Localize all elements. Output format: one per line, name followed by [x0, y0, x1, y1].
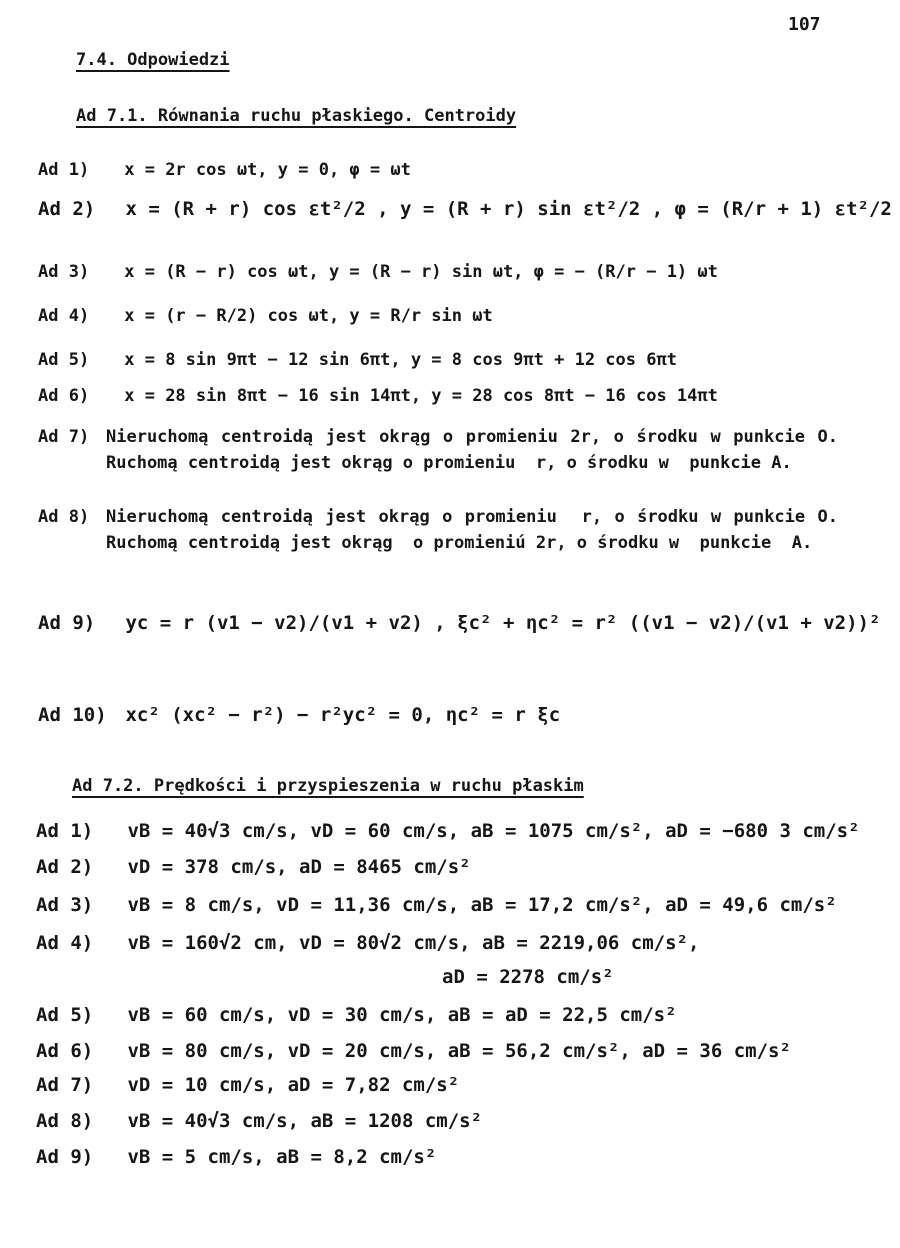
- answer-label: Ad 10): [38, 704, 107, 726]
- answer-formula: x = 8 sin 9πt − 12 sin 6πt, y = 8 cos 9πt + 12 cos 6πt: [124, 350, 677, 370]
- page-number: 107: [788, 14, 821, 35]
- answer-1-3: [38, 262, 718, 282]
- answer-label: Ad 6): [36, 1040, 94, 1062]
- answer-formula: vD = 10 cm/s, aD = 7,82 cm/s²: [127, 1074, 460, 1096]
- answer-2-2: [36, 856, 471, 878]
- answer-label: Ad 9): [36, 1146, 94, 1168]
- answer-label: Ad 7): [38, 427, 90, 447]
- answer-text: Nieruchomą centroidą jest okrąg o promieniu r, o środku w punkcie O. Ruchomą centroidą jest okrąg o promieniú 2r, o środku w punkcie A.: [106, 507, 849, 553]
- answer-formula: vB = 60 cm/s, vD = 30 cm/s, aB = aD = 22,5 cm/s²: [127, 1004, 677, 1026]
- answer-label: Ad 7): [36, 1074, 94, 1096]
- answer-text: Nieruchomą centroidą jest okrąg o promieniu 2r, o środku w punkcie O. Ruchomą centroidą jest okrąg o promieniu r, o środku w punkcie A.: [106, 427, 849, 473]
- answer-formula: xc² (xc² − r²) − r²yc² = 0, ηc² = r ξc: [125, 704, 561, 726]
- answer-formula: vB = 40√3 cm/s, aB = 1208 cm/s²: [127, 1110, 483, 1132]
- answer-2-7: [36, 1074, 459, 1096]
- answer-1-4: [38, 306, 493, 326]
- answer-formula: vB = 40√3 cm/s, vD = 60 cm/s, aB = 1075 cm/s², aD = −680 3 cm/s²: [127, 820, 860, 842]
- answer-2-9: [36, 1146, 436, 1168]
- answer-formula: x = (R − r) cos ωt, y = (R − r) sin ωt, φ = − (R/r − 1) ωt: [124, 262, 718, 282]
- answer-label: Ad 1): [38, 160, 90, 180]
- answer-1-8: [38, 504, 849, 556]
- answer-formula: x = (r − R/2) cos ωt, y = R/r sin ωt: [124, 306, 493, 326]
- answer-formula: vB = 8 cm/s, vD = 11,36 cm/s, aB = 17,2 cm/s², aD = 49,6 cm/s²: [127, 894, 837, 916]
- answer-1-7: [38, 424, 849, 476]
- answer-1-10: [38, 704, 560, 726]
- answer-label: Ad 5): [36, 1004, 94, 1026]
- answer-2-5: [36, 1004, 677, 1026]
- answer-2-1: [36, 820, 860, 842]
- answer-formula: yc = r (v1 − v2)/(v1 + v2) , ξc² + ηc² = r² ((v1 − v2)/(v1 + v2))²: [125, 612, 881, 634]
- answer-formula: x = 28 sin 8πt − 16 sin 14πt, y = 28 cos 8πt − 16 cos 14πt: [124, 386, 718, 406]
- answer-1-2: [38, 198, 892, 220]
- answer-label: Ad 9): [38, 612, 96, 634]
- answer-label: Ad 8): [36, 1110, 94, 1132]
- answer-label: Ad 4): [38, 306, 90, 326]
- answer-label: Ad 6): [38, 386, 90, 406]
- answer-formula: vB = 160√2 cm, vD = 80√2 cm/s, aB = 2219,06 cm/s²,: [127, 932, 700, 954]
- answer-2-3: [36, 894, 837, 916]
- answer-label: Ad 8): [38, 507, 90, 527]
- answer-formula: vB = 5 cm/s, aB = 8,2 cm/s²: [127, 1146, 437, 1168]
- answer-2-4-continuation: aD = 2278 cm/s²: [442, 966, 614, 988]
- answer-label: Ad 5): [38, 350, 90, 370]
- answer-2-8: [36, 1110, 482, 1132]
- subsection-2-title: Ad 7.2. Prędkości i przyspieszenia w ruchu płaskim: [72, 776, 584, 796]
- answer-label: Ad 4): [36, 932, 94, 954]
- answer-formula: vB = 80 cm/s, vD = 20 cm/s, aB = 56,2 cm/s², aD = 36 cm/s²: [127, 1040, 791, 1062]
- answer-formula: x = 2r cos ωt, y = 0, φ = ωt: [124, 160, 411, 180]
- answer-label: Ad 3): [36, 894, 94, 916]
- section-title: 7.4. Odpowiedzi: [76, 50, 230, 70]
- answer-1-6: [38, 386, 718, 406]
- answer-formula: x = (R + r) cos εt²/2 , y = (R + r) sin εt²/2 , φ = (R/r + 1) εt²/2: [125, 198, 892, 220]
- answer-label: Ad 1): [36, 820, 94, 842]
- answer-label: Ad 2): [38, 198, 96, 220]
- answer-label: Ad 3): [38, 262, 90, 282]
- answer-2-6: [36, 1040, 791, 1062]
- subsection-1-title: Ad 7.1. Równania ruchu płaskiego. Centroidy: [76, 106, 517, 126]
- answer-1-9: [38, 612, 880, 634]
- answer-1-1: [38, 160, 411, 180]
- answer-formula: vD = 378 cm/s, aD = 8465 cm/s²: [127, 856, 471, 878]
- answer-1-5: [38, 350, 677, 370]
- answer-2-4: [36, 932, 699, 954]
- answer-label: Ad 2): [36, 856, 94, 878]
